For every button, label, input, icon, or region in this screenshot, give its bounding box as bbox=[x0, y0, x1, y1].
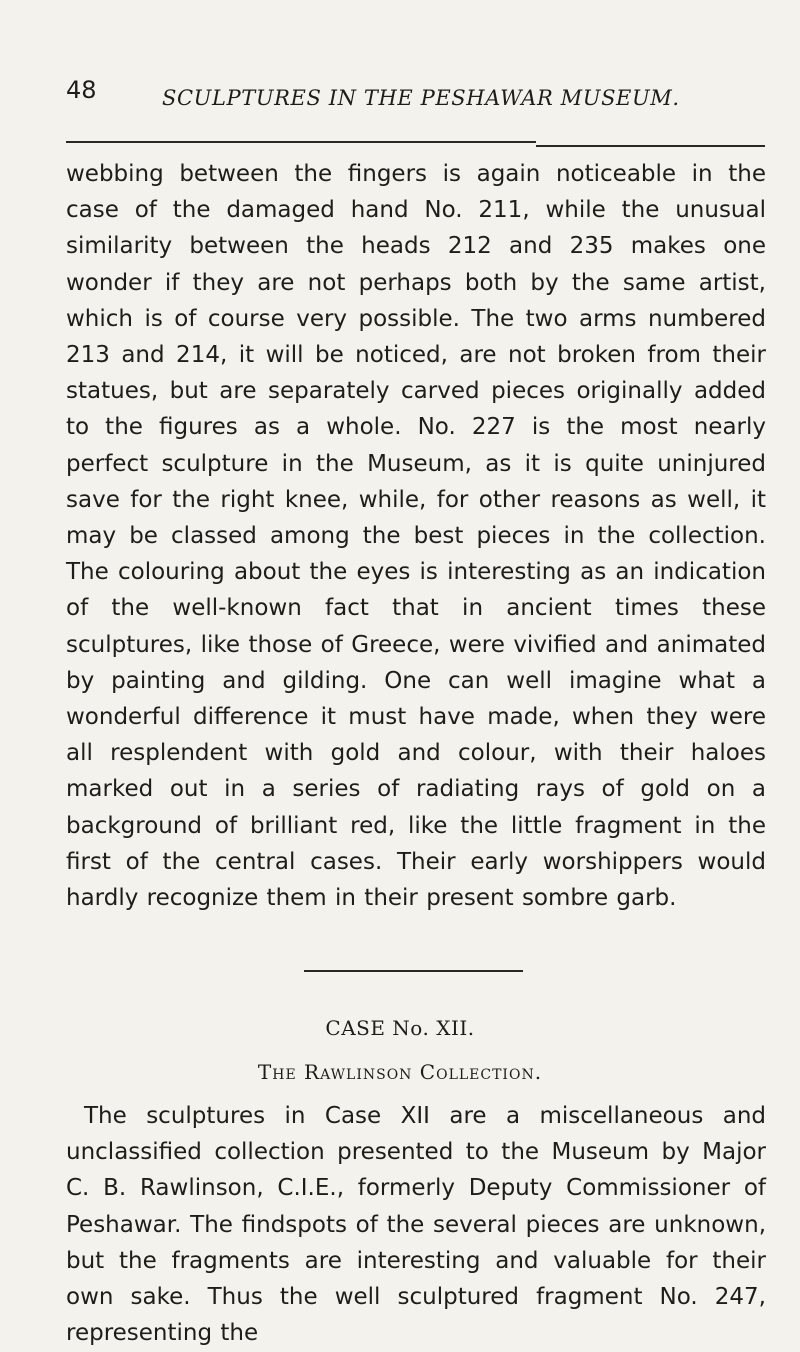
page-number: 48 bbox=[66, 76, 97, 104]
section-divider bbox=[304, 970, 523, 972]
body-paragraph-1: webbing between the fingers is again noticeable in the case of the damaged hand No. 211, while the unusual similarity between the heads 212 and 235 makes one wonder if they are not perhaps both by the same artist, which is of course very possible. The two arms numbered 213 and 214, it will be noticed, are not broken from their statues, but are separately carved pieces originally added to the figures as a whole. No. 227 is the most nearly perfect sculpture in the Museum, as it is quite uninjured save for the right knee, while, for other reasons as well, it may be classed among the best pieces in the collection. The colouring about the eyes is interesting as an indication of the well-known fact that in ancient times these sculptures, like those of Greece, were vivified and animated by painting and gilding. One can well imagine what a wonderful difference it must have made, when they were all resplendent with gold and colour, with their haloes marked out in a series of radiating rays of gold on a background of brilliant red, like the little fragment in the first of the central cases. Their early worshippers would hardly recognize them in their present sombre garb. bbox=[66, 161, 766, 912]
case-subheading: The Rawlinson Collection. bbox=[257, 1060, 543, 1084]
header-rule-left bbox=[66, 141, 536, 143]
running-head bbox=[66, 78, 766, 124]
header-rule-right bbox=[536, 145, 765, 147]
running-title: SCULPTURES IN THE PESHAWAR MUSEUM. bbox=[162, 86, 680, 110]
body-paragraph-2: The sculptures in Case XII are a miscellaneous and unclassified collection presented to the Museum by Major C. B. Rawlinson, C.I.E., formerly Deputy Commissioner of Peshawar. The findspots of the several pieces are unknown, but the fragments are interesting and valuable for their own sake. Thus the well sculptured fragment No. 247, representing the bbox=[66, 1103, 766, 1347]
case-heading: CASE No. XII. bbox=[325, 1016, 475, 1040]
